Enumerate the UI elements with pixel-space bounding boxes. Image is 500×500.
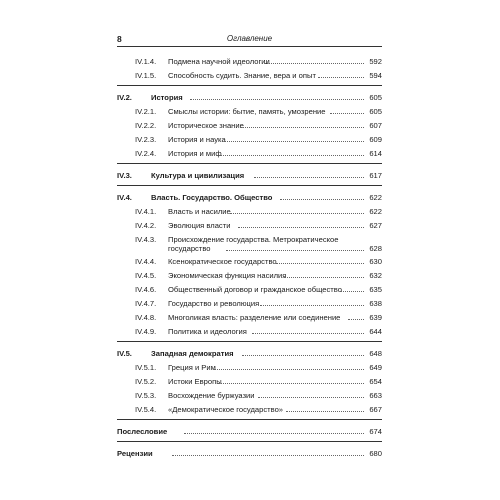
toc-subsection-entry[interactable]: [117, 388, 382, 402]
dot-leader: [224, 141, 364, 142]
toc-subsection-entry[interactable]: [117, 374, 382, 388]
entry-title: Общественный договор и гражданское общество: [168, 285, 342, 294]
entry-label: [117, 193, 272, 202]
dot-leader: [216, 155, 364, 156]
entry-label: [135, 107, 326, 116]
page-ref: 622: [369, 193, 382, 202]
entry-label: [135, 327, 247, 336]
entry-number: IV.5.3.: [135, 391, 157, 400]
dot-leader: [254, 177, 364, 178]
page-ref: 614: [369, 149, 382, 158]
toc-subsection-entry[interactable]: [117, 254, 382, 268]
page-ref: 667: [369, 405, 382, 414]
page-ref: 654: [369, 377, 382, 386]
dot-leader: [226, 250, 364, 251]
entry-label: [135, 313, 340, 322]
dot-leader: [348, 319, 364, 320]
entry-label: [135, 121, 244, 130]
entry-number: IV.5.2.: [135, 377, 157, 386]
entry-label: [117, 427, 167, 436]
dot-leader: [264, 63, 364, 64]
page-ref: 663: [369, 391, 382, 400]
entry-label: [135, 285, 342, 294]
dot-leader: [238, 227, 364, 228]
entry-title: Ксенократическое государство: [168, 257, 277, 266]
entry-number: IV.5.4.: [135, 405, 157, 414]
entry-title: Власть. Государство. Общество: [151, 193, 273, 202]
entry-title: Политика и идеология: [168, 327, 247, 336]
entry-label: [135, 299, 259, 308]
toc-subsection-entry[interactable]: [117, 218, 382, 232]
toc-subsection-entry[interactable]: [117, 104, 382, 118]
entry-label: [135, 363, 216, 372]
entry-label: [135, 207, 231, 216]
toc-subsection-entry[interactable]: [117, 118, 382, 132]
entry-label: [135, 257, 277, 266]
dot-leader: [240, 127, 364, 128]
entry-title: Истоки Европы: [168, 377, 222, 386]
toc-section-entry[interactable]: [117, 446, 382, 460]
entry-number: IV.4.2.: [135, 221, 157, 230]
dot-leader: [242, 355, 364, 356]
section-divider: [117, 85, 382, 86]
page-ref: 605: [369, 93, 382, 102]
entry-label: [135, 391, 255, 400]
entry-title: Историческое знание: [168, 121, 244, 130]
toc-subsection-entry[interactable]: [117, 296, 382, 310]
table-of-contents: [117, 54, 382, 460]
toc-subsection-entry[interactable]: [117, 232, 382, 254]
page-ref: 674: [369, 427, 382, 436]
entry-number: IV.4.7.: [135, 299, 157, 308]
toc-subsection-entry[interactable]: [117, 146, 382, 160]
dot-leader: [260, 305, 364, 306]
page-ref: 622: [369, 207, 382, 216]
section-divider: [117, 419, 382, 420]
entry-number: IV.4.6.: [135, 285, 157, 294]
entry-title: Греция и Рим: [168, 363, 216, 372]
dot-leader: [340, 291, 364, 292]
entry-number: IV.5.: [117, 349, 132, 358]
entry-title: Подмена научной идеологии: [168, 57, 270, 66]
entry-title: История и наука: [168, 135, 226, 144]
entry-number: IV.4.1.: [135, 207, 157, 216]
dot-leader: [190, 99, 364, 100]
entry-number: IV.5.1.: [135, 363, 157, 372]
page-ref: 627: [369, 221, 382, 230]
entry-title-continued: государство: [168, 244, 211, 253]
entry-title: Власть и насилие: [168, 207, 231, 216]
dot-leader: [330, 113, 364, 114]
toc-section-entry[interactable]: [117, 168, 382, 182]
page-ref: 605: [369, 107, 382, 116]
entry-label: [135, 271, 286, 280]
page-ref: 644: [369, 327, 382, 336]
entry-title: Рецензии: [117, 449, 153, 458]
dot-leader: [258, 397, 364, 398]
dot-leader: [284, 277, 364, 278]
entry-number: IV.4.5.: [135, 271, 157, 280]
entry-label: [117, 449, 153, 458]
entry-label: [135, 135, 226, 144]
page-ref: 617: [369, 171, 382, 180]
toc-subsection-entry[interactable]: [117, 282, 382, 296]
page-ref: 638: [369, 299, 382, 308]
dot-leader: [252, 333, 364, 334]
entry-label: [117, 349, 234, 358]
entry-title: История и миф: [168, 149, 222, 158]
entry-title: Способность судить. Знание, вера и опыт: [168, 71, 316, 80]
toc-subsection-entry[interactable]: [117, 132, 382, 146]
toc-subsection-entry[interactable]: [117, 54, 382, 68]
page-ref: 649: [369, 363, 382, 372]
entry-title: Послесловие: [117, 427, 168, 436]
page-ref: 632: [369, 271, 382, 280]
section-divider: [117, 341, 382, 342]
page-ref: 639: [369, 313, 382, 322]
entry-number: IV.3.: [117, 171, 132, 180]
entry-title: Многоликая власть: разделение или соединение: [168, 313, 341, 322]
entry-title: Государство и революция: [168, 299, 260, 308]
entry-label: [135, 221, 230, 230]
toc-subsection-entry[interactable]: [117, 402, 382, 416]
entry-title: «Демократическое государство»: [168, 405, 284, 414]
toc-subsection-entry[interactable]: [117, 360, 382, 374]
entry-label: [135, 57, 270, 66]
dot-leader: [286, 411, 364, 412]
page-number: 8: [117, 34, 122, 44]
dot-leader: [214, 369, 364, 370]
page-ref: 630: [369, 257, 382, 266]
entry-number: IV.2.: [117, 93, 132, 102]
entry-title: Эволюция власти: [168, 221, 231, 230]
running-title: Оглавление: [226, 34, 273, 43]
entry-number: IV.2.1.: [135, 107, 157, 116]
dot-leader: [184, 433, 364, 434]
entry-number: IV.2.2.: [135, 121, 157, 130]
page-header: [117, 34, 382, 47]
dot-leader: [218, 383, 364, 384]
entry-number: IV.4.9.: [135, 327, 157, 336]
page-ref: 635: [369, 285, 382, 294]
entry-label: [135, 149, 222, 158]
entry-title: Происхождение государства. Метрократическое: [168, 235, 339, 244]
toc-subsection-entry[interactable]: [117, 204, 382, 218]
page-ref: 648: [369, 349, 382, 358]
toc-section-entry[interactable]: [117, 424, 382, 438]
entry-title: Культура и цивилизация: [151, 171, 245, 180]
entry-label: [135, 71, 316, 80]
dot-leader: [230, 213, 364, 214]
entry-number: IV.4.4.: [135, 257, 157, 266]
dot-leader: [318, 77, 364, 78]
entry-title: Смыслы истории: бытие, память, умозрение: [168, 107, 326, 116]
entry-number: IV.4.3.: [135, 235, 157, 244]
page-ref: 628: [369, 244, 382, 253]
entry-title: История: [151, 93, 183, 102]
page-ref: 594: [369, 71, 382, 80]
page-ref: 607: [369, 121, 382, 130]
page-ref: 609: [369, 135, 382, 144]
toc-section-entry[interactable]: [117, 346, 382, 360]
entry-number: IV.1.5.: [135, 71, 157, 80]
section-divider: [117, 441, 382, 442]
entry-label: [135, 405, 283, 414]
toc-subsection-entry[interactable]: [117, 268, 382, 282]
entry-title: Западная демократия: [151, 349, 234, 358]
toc-subsection-entry[interactable]: [117, 324, 382, 338]
entry-number: IV.4.: [117, 193, 132, 202]
entry-number: IV.2.4.: [135, 149, 157, 158]
entry-label: [117, 171, 244, 180]
section-divider: [117, 163, 382, 164]
entry-label: [117, 93, 183, 102]
toc-section-entry[interactable]: [117, 190, 382, 204]
page-ref: 592: [369, 57, 382, 66]
entry-title: Восхождение буржуазии: [168, 391, 255, 400]
dot-leader: [172, 455, 364, 456]
page-ref: 680: [369, 449, 382, 458]
toc-section-entry[interactable]: [117, 90, 382, 104]
section-divider: [117, 185, 382, 186]
entry-number: IV.2.3.: [135, 135, 157, 144]
entry-number: IV.1.4.: [135, 57, 157, 66]
entry-title: Экономическая функция насилия: [168, 271, 287, 280]
entry-label: [135, 377, 222, 386]
dot-leader: [276, 263, 364, 264]
toc-subsection-entry[interactable]: [117, 68, 382, 82]
dot-leader: [280, 199, 364, 200]
entry-number: IV.4.8.: [135, 313, 157, 322]
toc-subsection-entry[interactable]: [117, 310, 382, 324]
